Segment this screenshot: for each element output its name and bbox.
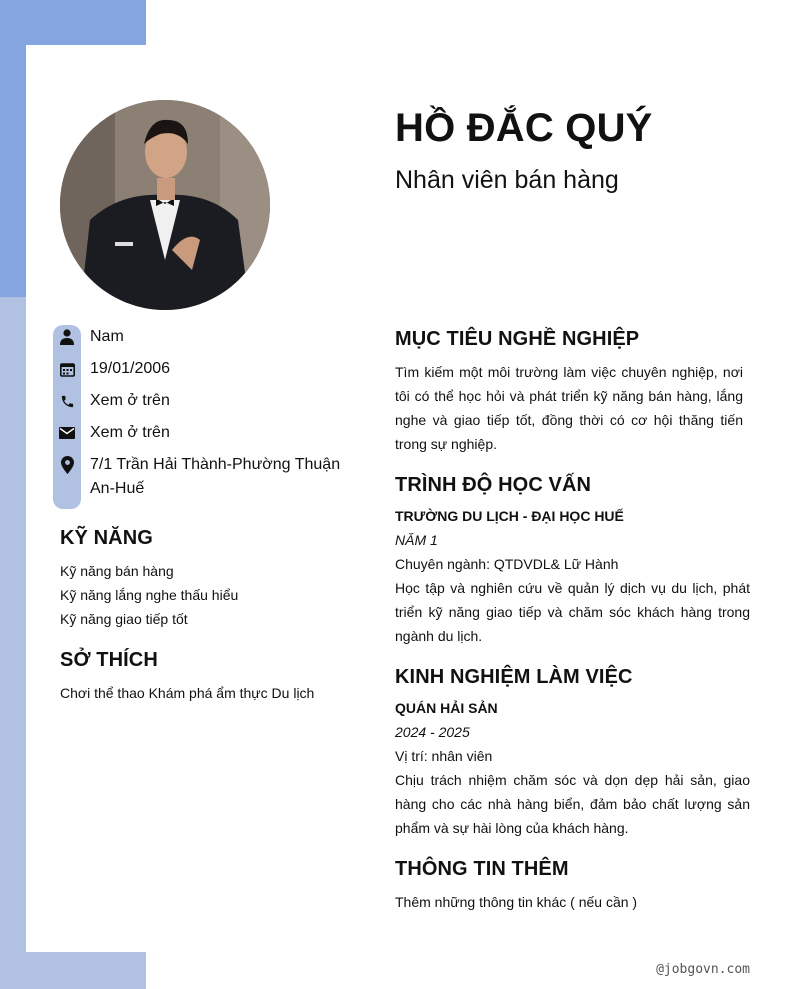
contact-email-text: Xem ở trên xyxy=(90,424,170,441)
skill-item: Kỹ năng lắng nghe thấu hiểu xyxy=(60,587,239,603)
extra-info-text: Thêm những thông tin khác ( nếu cần ) xyxy=(395,894,638,910)
footer-watermark: @jobgovn.com xyxy=(656,962,750,977)
contact-birthdate-text: 19/01/2006 xyxy=(90,360,171,377)
skill-item: Kỹ năng bán hàng xyxy=(60,563,174,579)
experience-description: Chịu trách nhiệm chăm sóc và dọn dẹp hải sản, giao hàng cho các nhà hàng biển, đảm bảo chất lượng sản phẩm và sự hài lòng của khách hàng. xyxy=(395,772,750,836)
contact-birthdate xyxy=(53,355,353,387)
skills-list xyxy=(60,559,340,631)
location-icon xyxy=(53,452,81,478)
calendar-icon xyxy=(53,356,81,382)
contact-address-text: 7/1 Trần Hải Thành-Phường Thuận An-Huế xyxy=(90,456,341,497)
contact-address xyxy=(53,451,353,501)
experience-period: 2024 - 2025 xyxy=(395,724,470,740)
experience-position: Vị trí: nhân viên xyxy=(395,748,493,764)
contact-gender xyxy=(53,323,353,355)
contact-phone-text: Xem ở trên xyxy=(90,392,170,409)
hobbies-text: Chơi thể thao Khám phá ẩm thực Du lịch xyxy=(60,685,315,701)
phone-icon xyxy=(53,388,81,414)
mail-icon xyxy=(53,420,81,446)
hobbies-title: SỞ THÍCH xyxy=(60,649,158,671)
objective-title: MỤC TIÊU NGHỀ NGHIỆP xyxy=(395,328,640,350)
skills-title: KỸ NĂNG xyxy=(60,527,153,549)
contact-gender-text: Nam xyxy=(90,328,124,345)
education-period: NĂM 1 xyxy=(395,532,438,548)
candidate-name: HỒ ĐẮC QUÝ xyxy=(395,106,653,150)
experience-company: QUÁN HẢI SẢN xyxy=(395,700,498,716)
extra-info-title: THÔNG TIN THÊM xyxy=(395,858,569,880)
person-icon xyxy=(53,324,81,350)
candidate-role: Nhân viên bán hàng xyxy=(395,166,619,194)
education-major: Chuyên ngành: QTDVDL& Lữ Hành xyxy=(395,556,619,572)
profile-photo xyxy=(60,100,270,310)
education-school: TRƯỜNG DU LỊCH - ĐẠI HỌC HUẾ xyxy=(395,508,624,524)
experience-title: KINH NGHIỆM LÀM VIỆC xyxy=(395,666,633,688)
contact-phone xyxy=(53,387,353,419)
contact-email xyxy=(53,419,353,451)
objective-text: Tìm kiếm một môi trường làm việc chuyên nghiệp, nơi tôi có thể học hỏi và phát triển kỹ năng bán hàng, lắng nghe và giao tiếp tốt, đồng thời có cơ hội thăng tiến trong sự nghiệp. xyxy=(395,364,743,452)
education-title: TRÌNH ĐỘ HỌC VẤN xyxy=(395,474,592,496)
education-description: Học tập và nghiên cứu về quản lý dịch vụ du lịch, phát triển kỹ năng giao tiếp và chăm sóc khách hàng trong ngành du lịch. xyxy=(395,580,750,644)
skill-item: Kỹ năng giao tiếp tốt xyxy=(60,611,188,627)
contact-list xyxy=(53,323,353,501)
